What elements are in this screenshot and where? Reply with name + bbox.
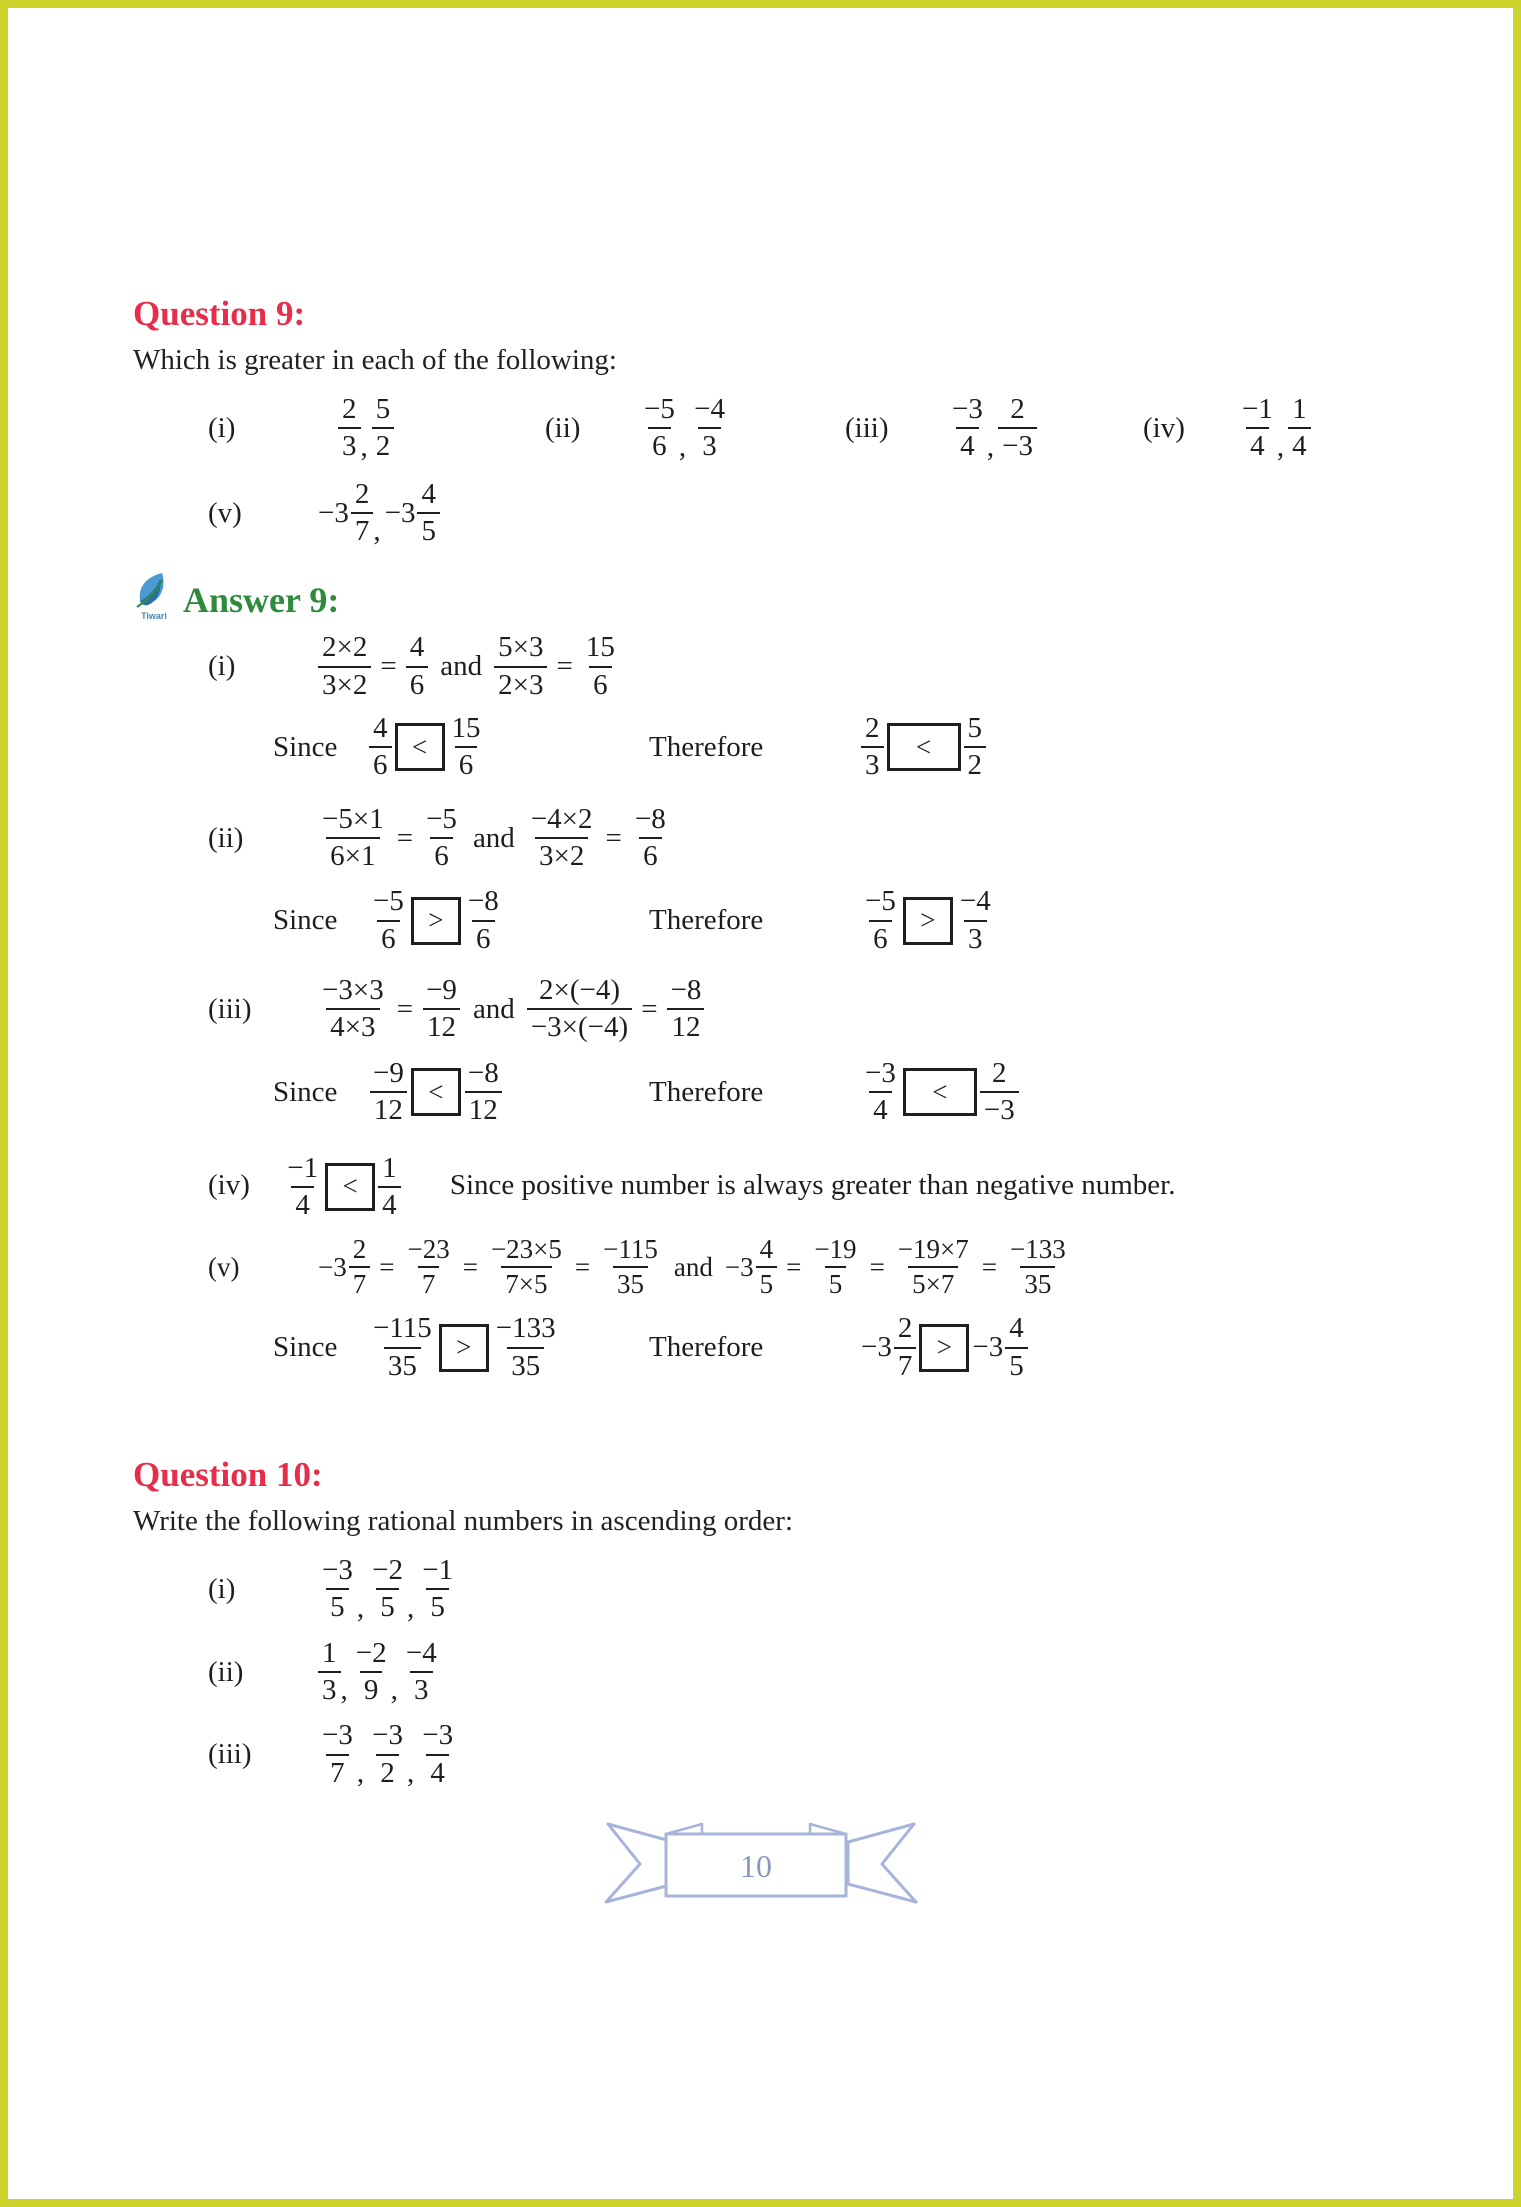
fraction [318,974,388,1045]
frac-num: −9 [373,1056,404,1089]
since-word: Since [273,1075,338,1108]
item-label: (v) [208,1251,240,1282]
comparison-box: > [903,897,953,945]
equals-sign: = [786,1251,802,1282]
item-label: (i) [208,650,236,683]
frac-den: 7 [326,1754,349,1790]
fraction [368,1719,407,1790]
fraction [283,1152,322,1223]
comparison [283,1152,400,1223]
equals-sign: = [462,1251,478,1282]
comparison [369,1312,621,1383]
comma: , [678,430,687,463]
frac-num: 5 [967,712,982,745]
fraction-pair [1238,393,1311,464]
frac-den: 7 [349,1266,371,1300]
frac-den: 5 [376,1588,399,1624]
frac-num: −115 [373,1312,432,1345]
frac-den: 6 [455,746,478,782]
since-word: Since [273,904,338,937]
equals-sign: = [869,1251,885,1282]
frac-den: 7×5 [501,1266,551,1300]
frac-den: −3 [980,1091,1019,1127]
fraction [372,393,395,464]
question10-prompt: Write the following rational numbers in ascending order: [133,1504,794,1537]
fraction [464,885,503,956]
mixed-number [385,478,440,549]
mixed-number [972,1312,1027,1383]
comma: , [356,1591,365,1624]
fraction [418,1719,457,1790]
leaf-logo-icon [133,572,175,621]
frac-num: 5 [375,393,391,425]
comparison-box: > [439,1324,489,1372]
frac-num: −1 [1242,393,1273,425]
fraction-pair [640,393,729,464]
question10-item-ii [133,1637,1453,1708]
frac-den: 3 [861,746,884,782]
frac-num: 4 [421,477,436,510]
fraction [369,885,408,956]
frac-den: 6 [648,427,671,463]
mixed-number [318,1234,370,1300]
frac-den: 6×1 [326,837,379,873]
fraction [492,1312,560,1383]
frac-num: 2 [1010,393,1025,425]
fraction [487,1234,566,1300]
frac-den: 3 [964,920,987,956]
frac-den: −3 [998,427,1037,463]
frac-den: 3 [698,427,721,463]
frac-den: 5 [1005,1347,1028,1383]
fraction [369,1057,408,1128]
frac-den: 3×2 [535,837,588,873]
whole-part: −3 [861,1331,892,1364]
frac-den: 6 [639,837,662,873]
frac-num: −9 [426,974,457,1007]
fraction [422,974,461,1045]
fraction [369,712,392,783]
equals-sign: = [556,650,573,683]
fraction-pair [338,393,394,464]
frac-num: −8 [467,885,499,918]
whole-part: −3 [384,496,416,529]
comparison [861,885,995,956]
frac-num: −133 [495,1312,556,1345]
equation [318,631,619,702]
equals-sign: = [641,992,658,1025]
frac-den: 6 [406,666,429,702]
frac-den: 3 [338,427,361,463]
page-number-ribbon [596,1812,926,1912]
fraction [318,1637,341,1708]
fraction [631,803,670,874]
fraction [894,1234,973,1300]
comparison-box: < [887,723,961,771]
fraction [948,393,987,464]
equals-sign: = [379,1251,395,1282]
fraction [318,631,371,702]
comparison [861,1312,1028,1383]
fraction [318,1554,357,1625]
frac-den: 3 [410,1671,433,1707]
frac-den: 4 [956,427,979,463]
frac-den: 6 [589,666,612,702]
comma: , [340,1674,348,1707]
fraction [338,393,361,464]
whole-part: −3 [724,1251,754,1282]
question9-prompt: Which is greater in each of the following: [133,344,617,376]
comma: , [356,1757,365,1790]
frac-den: 7 [418,1266,440,1300]
fraction [351,478,374,549]
therefore-word: Therefore [649,1075,764,1108]
comparison [369,712,621,783]
frac-num: −5 [426,802,457,835]
question9-item-i [208,393,545,464]
fraction [527,974,632,1045]
and-word: and [472,821,515,854]
frac-den: 4 [1246,427,1269,463]
page-number: 10 [739,1848,772,1885]
logo-caption: Tiwari [141,611,167,622]
frac-num: −133 [1010,1234,1066,1265]
comma: , [373,515,381,548]
frac-num: −4 [694,393,725,425]
question9-item-iii [845,393,1143,464]
frac-den: 6 [472,920,495,956]
frac-num: −3 [422,1719,454,1752]
frac-num: −2 [355,1636,387,1669]
fraction [527,803,597,874]
frac-num: −23×5 [490,1234,562,1265]
frac-den: 12 [465,1091,502,1127]
frac-num: −4 [405,1636,437,1669]
answer9-v-conclusion [133,1312,1453,1383]
item-label: (i) [208,411,236,444]
frac-den: 7 [351,512,374,548]
and-word: and [673,1251,713,1282]
fraction [810,1234,860,1300]
page-content [8,294,1513,1790]
frac-num: 4 [759,1234,774,1265]
comparison-box: > [919,1324,969,1372]
frac-den: 4 [869,1091,892,1127]
fraction [403,1234,453,1300]
mixed-pair [318,478,440,549]
answer9-iii-work [133,974,1453,1045]
frac-num: −3 [322,1553,353,1586]
frac-num: −23 [407,1234,450,1265]
fraction [582,631,619,702]
frac-num: 2×(−4) [538,974,621,1007]
fraction [318,803,388,874]
fraction [378,1152,401,1223]
frac-den: 5 [326,1588,349,1624]
frac-num: −1 [287,1151,319,1184]
frac-den: 35 [507,1347,544,1383]
frac-num: −5×1 [322,802,384,835]
comparison [861,712,986,783]
fraction [667,974,706,1045]
frac-num: −5 [373,885,404,918]
frac-den: 6 [377,920,400,956]
frac-num: 2 [354,477,370,510]
frac-den: 35 [384,1347,421,1383]
answer9-iv-text: Since positive number is always greater than negative number. [449,1168,1176,1201]
frac-num: 4 [373,712,388,745]
question10-item-iii [133,1719,1453,1790]
frac-den: 5 [426,1588,449,1624]
frac-den: 12 [423,1008,460,1044]
comparison-box: < [325,1163,375,1211]
fraction [1005,1312,1028,1383]
question9-item-ii [545,393,845,464]
fraction [690,393,729,464]
fraction [1288,393,1311,464]
frac-num: 5×3 [498,631,544,664]
frac-den: 2×3 [494,666,547,702]
answer9-ii-work [133,803,1453,874]
answer9-iv [133,1152,1453,1223]
fraction [349,1234,371,1300]
fraction [861,712,884,783]
fraction [494,631,547,702]
whole-part: −3 [318,1251,347,1282]
frac-den: 3×2 [318,666,371,702]
frac-den: 3 [318,1671,341,1707]
item-label: (iv) [208,1168,250,1201]
mixed-number [725,1234,777,1300]
equals-sign: = [605,821,622,854]
equals-sign: = [396,992,414,1025]
answer9-i-conclusion [133,712,1453,783]
answer9-i-work [133,631,1453,702]
fraction [448,712,485,783]
answer9-ii-conclusion [133,885,1453,956]
frac-num: −4 [959,885,991,918]
frac-num: −3 [372,1719,403,1752]
frac-num: −3 [322,1719,353,1752]
therefore-word: Therefore [649,904,764,937]
comma: , [1276,430,1285,463]
frac-num: 2×2 [322,631,368,664]
therefore-word: Therefore [649,730,764,763]
question9-title: Question 9: [133,294,306,333]
frac-den: 2 [964,746,987,782]
whole-part: −3 [972,1331,1004,1364]
comparison [861,1057,1019,1128]
fraction [352,1637,391,1708]
item-label: (iii) [208,1738,252,1771]
fraction-pair [948,393,1037,464]
frac-den: 4 [378,1186,401,1222]
frac-num: −3×3 [322,974,384,1007]
item-label: (ii) [208,821,244,854]
comma: , [406,1757,415,1790]
answer9-iii-conclusion [133,1057,1453,1128]
fraction [417,478,440,549]
equals-sign: = [574,1251,591,1282]
frac-den: 6 [869,920,892,956]
item-label: (ii) [545,411,581,444]
frac-num: 1 [1292,393,1307,425]
frac-num: −1 [422,1553,454,1586]
item-label: (i) [208,1572,236,1605]
frac-num: 2 [352,1234,367,1265]
frac-num: 2 [342,393,357,425]
frac-num: 15 [451,712,481,745]
frac-den: 4 [426,1754,449,1790]
fraction [402,1637,441,1708]
fraction [369,1312,436,1383]
since-word: Since [273,730,338,763]
fraction [861,1057,900,1128]
question9-parts-row [133,393,1453,464]
comparison-box: < [395,723,445,771]
frac-num: 2 [865,712,880,745]
therefore-word: Therefore [649,1331,764,1364]
answer9-title: Answer 9: [183,580,340,621]
fraction [599,1234,662,1300]
frac-num: 2 [897,1312,913,1345]
fraction [1238,393,1277,464]
mixed-number [318,478,373,549]
since-word: Since [273,1331,338,1364]
fraction [756,1234,778,1300]
fraction-triple [318,1554,457,1625]
question10-item-i [133,1554,1453,1625]
answer9-v-work [133,1234,1453,1300]
comma: , [406,1591,415,1624]
fraction [861,885,900,956]
item-label: (iii) [845,411,889,444]
answer9-heading [133,572,1453,621]
frac-num: 4 [1009,1312,1024,1345]
fraction [998,393,1037,464]
comparison-box: > [411,897,461,945]
frac-den: 4 [291,1186,314,1222]
frac-num: −8 [467,1056,499,1089]
item-label: (ii) [208,1655,244,1688]
equation [318,803,670,874]
frac-num: 2 [992,1056,1007,1089]
fraction-triple [318,1719,457,1790]
frac-den: 4×3 [326,1008,379,1044]
comparison-box: < [411,1068,461,1116]
frac-num: −19 [814,1234,857,1265]
frac-den: 12 [667,1008,704,1044]
frac-num: 1 [382,1151,397,1184]
item-label: (iv) [1143,411,1185,444]
equation [318,1234,1070,1300]
whole-part: −3 [318,496,349,529]
fraction-triple [318,1637,441,1708]
frac-den: 9 [360,1671,383,1707]
frac-num: −2 [372,1553,403,1586]
fraction [368,1554,407,1625]
comma: , [390,1674,398,1707]
frac-num: −3 [952,393,983,425]
fraction [464,1057,503,1128]
frac-num: −115 [603,1234,658,1265]
question9-item-iv [1143,393,1311,464]
frac-num: −4×2 [530,802,593,835]
frac-den: 5 [417,512,440,548]
frac-num: −19×7 [897,1234,969,1265]
frac-den: 2 [376,1754,399,1790]
fraction [418,1554,457,1625]
fraction [318,1719,357,1790]
comparison [369,1057,621,1128]
frac-den: 6 [369,746,392,782]
frac-den: 2 [372,427,395,463]
fraction [980,1057,1019,1128]
frac-den: 35 [613,1266,648,1300]
comma: , [986,430,995,463]
frac-den: 7 [894,1347,917,1383]
comma: , [360,430,368,463]
frac-den: 4 [1288,427,1311,463]
comparison [369,885,621,956]
frac-num: −8 [670,974,702,1007]
frac-num: −5 [644,393,675,425]
equals-sign: = [380,650,397,683]
frac-num: 1 [322,1636,337,1669]
frac-den: 12 [370,1091,407,1127]
equation [318,974,705,1045]
frac-den: 5 [756,1266,778,1300]
item-label: (v) [208,496,242,529]
frac-num: −5 [865,885,896,918]
question9-item-v [133,478,1453,549]
frac-num: 15 [585,631,615,664]
fraction [964,712,987,783]
and-word: and [440,650,483,683]
frac-den: 6 [430,837,453,873]
fraction [1006,1234,1070,1300]
frac-den: 5×7 [908,1266,958,1300]
frac-den: 35 [1020,1266,1055,1300]
equals-sign: = [981,1251,997,1282]
fraction [956,885,995,956]
and-word: and [472,992,515,1025]
comparison-box: < [903,1068,977,1116]
fraction [422,803,461,874]
frac-num: −8 [634,802,666,835]
question10-title: Question 10: [133,1454,323,1494]
frac-den: −3×(−4) [527,1008,632,1044]
equals-sign: = [396,821,414,854]
fraction [406,631,429,702]
frac-den: 5 [825,1266,847,1300]
item-label: (iii) [208,992,252,1025]
fraction [894,1312,917,1383]
page-footer [8,1812,1513,1917]
fraction [640,393,679,464]
frac-num: 4 [409,631,425,664]
frac-num: −3 [865,1056,896,1089]
mixed-number [861,1312,916,1383]
